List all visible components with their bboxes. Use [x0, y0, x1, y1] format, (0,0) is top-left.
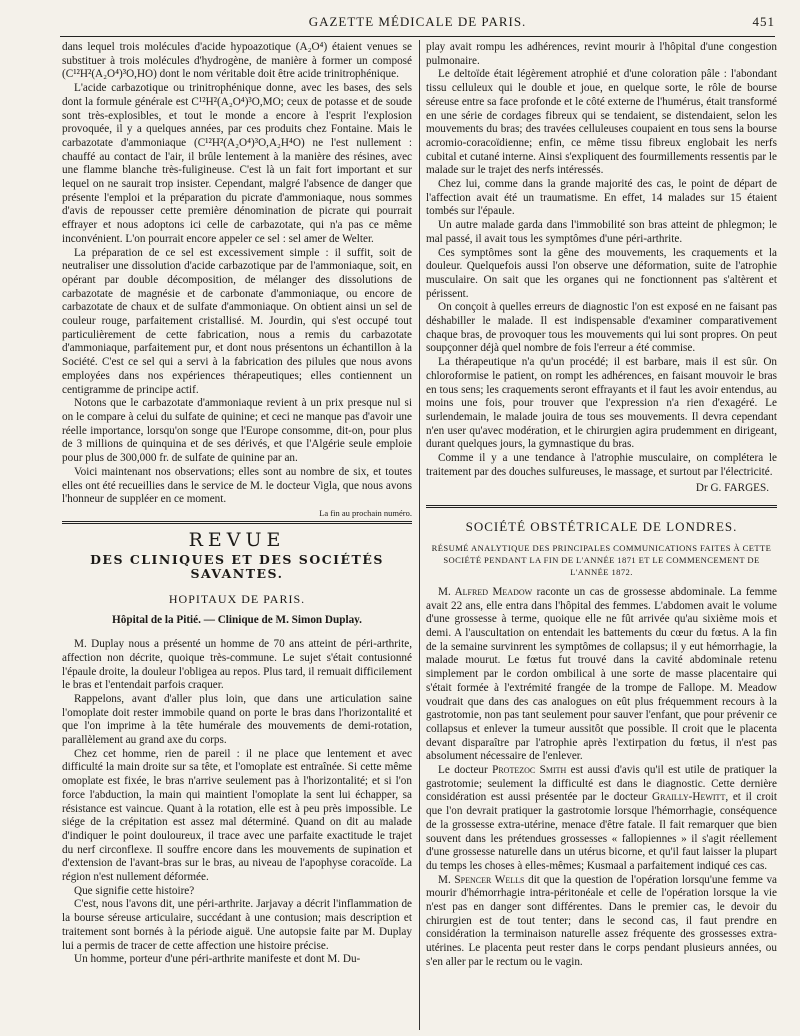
- paragraph: La préparation de ce sel est excessivement simple : il suffit, soit de neutraliser une dissolution d'acide carbazotique par de l'ammoniaque, soit, en opérant par double décomposition, de mélanger des dissolutions de carbazotate de magnésie et de carbonate d'ammoniaque, ou encore de carbazotate de chaux et de sulfate d'ammoniaque. On obtient ainsi un sel de couleur rouge, parfaitement cristallisé. M. Jourdin, qui s'est occupé tout particulièrement de cette fabrication, nous a remis du carbazotate d'ammoniaque, parfaitement pur, et dont nous présentons un échantillon à la Société. C'est ce sel qui a servi à la fabrication des pilules que nous avons employées dans nos expériences thérapeutiques; elles contiennent un centigramme de principe actif.: [62, 246, 412, 396]
- subsection-heading: HOPITAUX DE PARIS.: [168, 591, 306, 606]
- right-column: [426, 41, 777, 970]
- paragraph: Notons que le carbazotate d'ammoniaque revient à un prix presque nul si on le compare à celui du sulfate de quinine; et ceci ne manque pas d'avoir une réelle importance, lorsqu'on songe que l'Europe consomme, dit-on, pour plus de 3 millions de quinquina et de ses dérivés, et que l'Algérie seule emploie pour plus de 300,000 fr. de sulfate de quinine par an.: [62, 397, 412, 465]
- paragraph: Voici maintenant nos observations; elles sont au nombre de six, et toutes elles ont été recueillies dans le service de M. le docteur Vigla, que nous avons l'honneur de suppléer en ce moment.: [62, 465, 412, 506]
- paragraph: Le deltoïde était légèrement atrophié et d'une coloration pâle : l'abondant tissu celluleux qui le double et joue, en quelque sorte, le rôle de bourse séreuse entre sa face profonde et le côté externe de l'humérus, était transformé en une série de cordages fibreux qui se tendaient, se distendaient, selon les mouvements du bras; des travées celluleuses coupaient en tous sens la bourse acromio-coracoïdienne; enfin, ce même tissu fibreux englobait les nerfs cubital et cutané interne. Ainsi s'expliquent des fourmillements ressentis par le malade sur le trajet des nerfs intéressés.: [426, 68, 777, 177]
- paragraph-text: raconte un cas de grossesse abdominale. La femme avait 22 ans, elle entra dans l'hôpital des femmes. L'abdomen avait le volume d'une grossesse à terme, quoique elle ne fût arrivée qu'au sixième mois et demi. A l'auscultation on entendait les battements du cœur du fœtus. A la fin de la semaine survinrent les symptômes de collapsus; il y eut hémorrhagie, la malade mourut. Le fœtus fut trouvé dans la cavité abdominale retenu simplement par le cordon ombilical à une sorte de masse placentaire qui s'était formée à l'extrémité frangée de la trompe de Fallope. M. Meadow voudrait que dans des cas analogues on eût plus fréquemment recours à la gastrotomie, non pas tant seulement pour sauver l'enfant, que pour prévenir ce collapsus et enlever la tumeur aussitôt que possible. Il croit que le placenta devant disparaître par l'atrophie après l'extirpation du fœtus, il n'est pas absolument nécessaire de l'enlever.: [426, 585, 777, 763]
- person-name: M. Spencer Wells: [438, 873, 525, 886]
- paragraph: [426, 586, 777, 764]
- paragraph: On conçoit à quelles erreurs de diagnostic l'on est exposé en ne faisant pas déshabiller le malade. Il est indispensable d'examiner comparativement chaque bras, de provoquer tous les mouvements qui lui sont propres. On peut soupçonner déjà quel nombre de fois l'erreur a été commise.: [426, 301, 777, 355]
- page-number: 451: [752, 14, 775, 29]
- paragraph: L'acide carbazotique ou trinitrophénique donne, avec les bases, des sels dont la formule générale est C¹²H²(A₂O⁴)³O,MO; ceux de potasse et de soude sont très-explosibles, et tout le monde a encore à l'esprit l'explosion provoquée, il y a quelques années, par ces produits chez Fontaine. Mais le carbazotate d'ammoniaque (C¹²H²(A₂O⁴)³O,A₂H⁴O) ne l'est nullement : chauffé au contact de l'air, il brûle lentement à la manière des résines, avec une flamme blanche très-fuligineuse. C'est là un fait fort important et sur lequel on ne saurait trop insister. Cependant, malgré l'absence de danger que présente l'emploi et la préparation du picrate d'ammoniaque, nous sommes d'avis de repousser cette première dénomination de picrate qui pourrait effrayer et nous adoptons ici celle de carbazotate, qui n'a pas ce même inconvénient. L'on pourrait encore appeler ce sel : sel amer de Welter.: [62, 82, 412, 245]
- paragraph: Un autre malade garda dans l'immobilité son bras atteint de phlegmon; le mal passé, il avait tous les symptômes d'une péri-arthrite.: [426, 219, 777, 245]
- paragraph-text: est aussi d'avis qu'il est utile de pratiquer la gastrotomie; seulement la difficulté est dans le diagnostic. Cette dernière considération est aussi présentée par le docteur: [426, 764, 777, 804]
- author-signature: Dr G. FARGES.: [695, 481, 769, 494]
- paragraph: Ces symptômes sont la gêne des mouvements, les craquements et la douleur. Quelquefois aussi l'on observe une déformation, suite de l'atrophie musculaire. On sait que les organes qui ne fonctionnent pas s'altèrent et périssent.: [426, 246, 777, 300]
- paragraph: Chez lui, comme dans la grande majorité des cas, le point de départ de l'affection avait été un traumatisme. En effet, 14 malades sur 15 étaient tombés sur l'épaule.: [426, 178, 777, 218]
- continuation-note: La fin au prochain numéro.: [319, 507, 412, 518]
- running-title: GAZETTE MÉDICALE DE PARIS.: [308, 14, 527, 29]
- paragraph: Que signifie cette histoire?: [74, 884, 195, 897]
- paragraph: La thérapeutique n'a qu'un procédé; il est barbare, mais il est sûr. On chloroformise le patient, on rompt les adhérences, en faisant mouvoir le bras en tous sens; les craquements seront effrayants et il faut les avoir entendus, au moins une fois, pour trouver que l'expression n'a rien d'exagéré. Le surlendemain, le malade jouira de tous ses mouvements. Il devra cependant n'en user qu'avec modération, et le chirurgien agira prudemment en dirigeant, durant quelques jours, la gymnastique du bras.: [426, 356, 777, 451]
- section-rule: [62, 521, 412, 524]
- paragraph-text: dit que la question de l'opération lorsqu'une femme va mourir d'hémorrhagie intra-péritonéale et celle de l'opération lorsque la vie n'est pas en danger sont différentes. Dans le premier cas, le devoir du chirurgien est de tout tenter; dans le second cas, il faut prendre en considération la terminaison naturelle assez fréquente des grossesses extra-utérines. Le placenta peut rester dans le corps pendant plusieurs années, ou s'en aller par le rectum ou le vagin.: [426, 873, 778, 968]
- paragraph: Rappelons, avant d'aller plus loin, que dans une articulation saine l'omoplate doit rester immobile quand on porte le bras dans l'horizontalité et que l'on imprime à la tête humérale des mouvements de demi-rotation, parallèlement au grand axe du corps.: [62, 692, 412, 747]
- person-name: Protezoc Smith: [492, 764, 567, 777]
- paragraph: play avait rompu les adhérences, revint mourir à l'hôpital d'une congestion pulmonaire.: [426, 41, 777, 67]
- section-rule: [426, 505, 777, 508]
- paragraph: M. Duplay nous a présenté un homme de 70 ans atteint de péri-arthrite, affection non décrite, quoique très-commune. Le sujet s'était contusionné l'épaule droite, la douleur l'obligea au repos. Plus tard, il remuait difficilement le bras et l'entendait parfois craquer.: [62, 638, 412, 692]
- section-subtitle: DES CLINIQUES ET DES SOCIÉTÉS SAVANTES.: [90, 552, 384, 582]
- paragraph: [426, 874, 777, 970]
- summary-heading: RÉSUMÉ ANALYTIQUE DES PRINCIPALES COMMUNICATIONS FAITES À CETTE SOCIÉTÉ PENDANT LA FIN DE L'ANNÉE 1871 ET LE COMMENCEMENT DE L'ANNÉE 1872.: [431, 542, 772, 577]
- clinic-heading: Hôpital de la Pitié. — Clinique de M. Simon Duplay.: [112, 614, 362, 627]
- section-title: REVUE: [188, 528, 286, 551]
- paragraph: dans lequel trois molécules d'acide hypoazotique (A₂O⁴) étaient venues se substituer à trois molécules d'hydrogène, de manière à former un composé (C¹²H²(A₂O⁴)³O,HO) dont le nom véritable doit être acide trinitrophénique.: [62, 41, 412, 81]
- paragraph: [426, 764, 777, 874]
- paragraph: Un homme, porteur d'une péri-arthrite manifeste et dont M. Du-: [74, 953, 361, 966]
- paragraph-text: , et il croit que l'on devrait pratiquer la gastrotomie lorsque l'hémorrhagie, conséquence de la grossesse extra-utérine, menace d'être fatale. Il fait remarquer que bien souvent dans les prétendues grossesses « fallopiennes » il s'agit réellement d'une grossesse naturelle dans un utérus bicorne, et qu'il faut laisser la plupart du temps les choses à elles-mêmes; Kusmaal a parfaitement indiqué ces cas.: [426, 791, 777, 872]
- page-header: [60, 14, 775, 36]
- paragraph-text: Le docteur: [438, 764, 493, 777]
- paragraph: C'est, nous l'avons dit, une péri-arthrite. Jarjavay a décrit l'inflammation de la bourse séreuse articulaire, succédant à une contusion; mais description et traitement sont bornés à la période aiguë. Une autopsie faite par M. Duplay lui a permis de tracer de cette affection une histoire précise.: [62, 898, 412, 952]
- society-heading: SOCIÉTÉ OBSTÉTRICALE DE LONDRES.: [465, 519, 738, 535]
- paragraph: Chez cet homme, rien de pareil : il ne place que lentement et avec difficulté la main droite sur sa tête, et l'omoplate est entraînée. Si cette même omoplate est fixée, le bras n'arrive seulement pas à l'horizontalité; et si l'on force l'abduction, la main qui maintient l'omoplate la sent lui échapper, sa résistance est vaincue. Quant à la rotation, elle est à peu près impossible. Le siége de la crépitation est assez mal déterminé. Quand on dit au malade d'indiquer le point douloureux, il trace avec une parfaite exactitude le trajet du nerf circonflexe. Il souffre encore dans les mouvements de supination et d'extension de l'avant-bras sur le bras, au niveau de l'apophyse coracoïde. La région n'est nullement déformée.: [62, 747, 412, 884]
- person-name: M. Alfred Meadow: [438, 585, 533, 598]
- person-name: Grailly-Hewitt: [652, 791, 726, 804]
- column-divider: [419, 40, 420, 1030]
- header-rule: [60, 36, 775, 37]
- left-column: [62, 41, 412, 967]
- paragraph: Comme il y a une tendance à l'atrophie musculaire, on complétera le traitement par des douches sulfureuses, le massage, et surtout par l'électricité.: [426, 452, 777, 478]
